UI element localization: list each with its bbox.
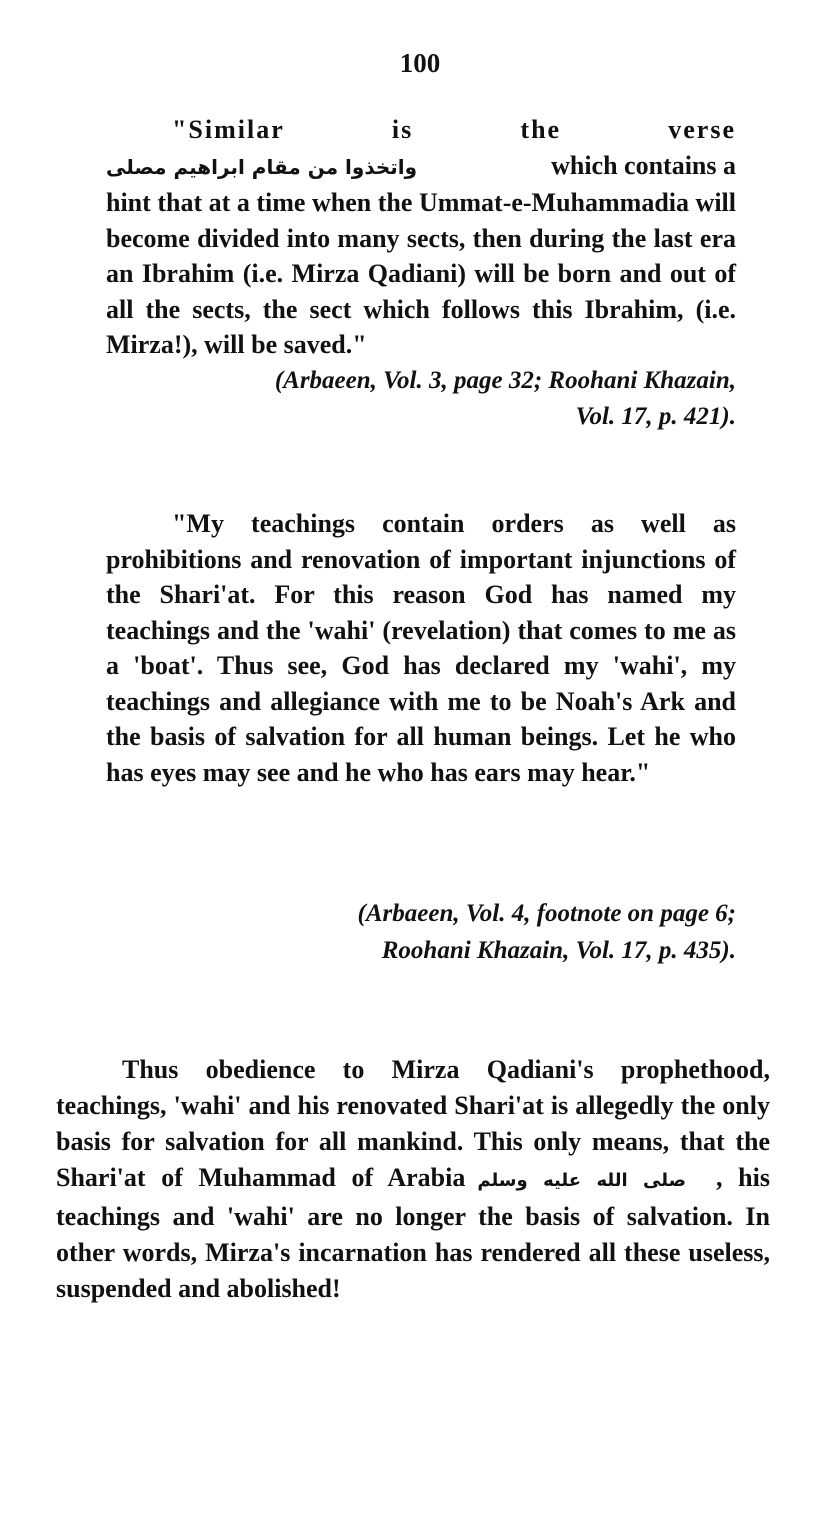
- quote-word: the: [520, 115, 562, 144]
- commentary-before-arabic: Thus obedience to Mirza Qadiani's prophethood, teachings, 'wahi' and his renovated Shari'at is allegedly the only basis for salvation for all mankind. This only means, that the Shari'at of Muhammad of Arabia: [56, 1055, 770, 1192]
- quote-after-arabic: which contains a: [551, 150, 736, 180]
- quote-body-text: hint that at a time when the Ummat-e-Muhammadia will become divided into many sects, then during the last era an Ibrahim (i.e. Mirza Qadiani) will be born and out of all the sects, the sect which follows this Ibrahim, (i.e. Mirza!), will be saved.": [106, 188, 736, 359]
- quote-opening-line: [106, 112, 736, 148]
- arabic-verse: واتخذوا من مقام ابراهيم مصلى: [106, 154, 418, 179]
- quote-body-text: "My teachings contain orders as well as prohibitions and renovation of important injunctions of the Shari'at. For this reason God has named my teachings and the 'wahi' (revelation) that comes to me as a 'boat'. Thus see, God has declared my 'wahi', my teachings and allegiance with me to be Noah's Ark and the basis of salvation for all human beings. Let he who has eyes may see and he who has ears may hear.": [106, 509, 736, 787]
- commentary-after-arabic: , his teachings and 'wahi' are no longer the basis of salvation. In other words, Mirza's incarnation has rendered all these useless, suspended and abolished!: [56, 1163, 770, 1303]
- commentary-paragraph: [56, 1052, 770, 1307]
- quote-word: is: [391, 115, 414, 144]
- quote-block-teachings: [106, 506, 736, 790]
- citation-line: (Arbaeen, Vol. 4, footnote on page 6;: [357, 900, 736, 927]
- citation-line: Roohani Khazain, Vol. 17, p. 435).: [381, 937, 736, 964]
- quote-word: verse: [668, 115, 736, 144]
- quote-block-verse: [106, 112, 736, 435]
- commentary-text: [56, 1052, 770, 1307]
- citation-line: (Arbaeen, Vol. 3, page 32; Roohani Khazain,: [274, 366, 736, 394]
- quote-arabic-line: [106, 148, 736, 186]
- arabic-salutation: صلى الله عليه وسلم: [477, 1170, 687, 1191]
- citation-block: [106, 895, 736, 969]
- page-number: 100: [399, 48, 441, 78]
- citation-line: Vol. 17, p. 421).: [575, 402, 736, 430]
- quote-word: "Similar: [172, 115, 285, 144]
